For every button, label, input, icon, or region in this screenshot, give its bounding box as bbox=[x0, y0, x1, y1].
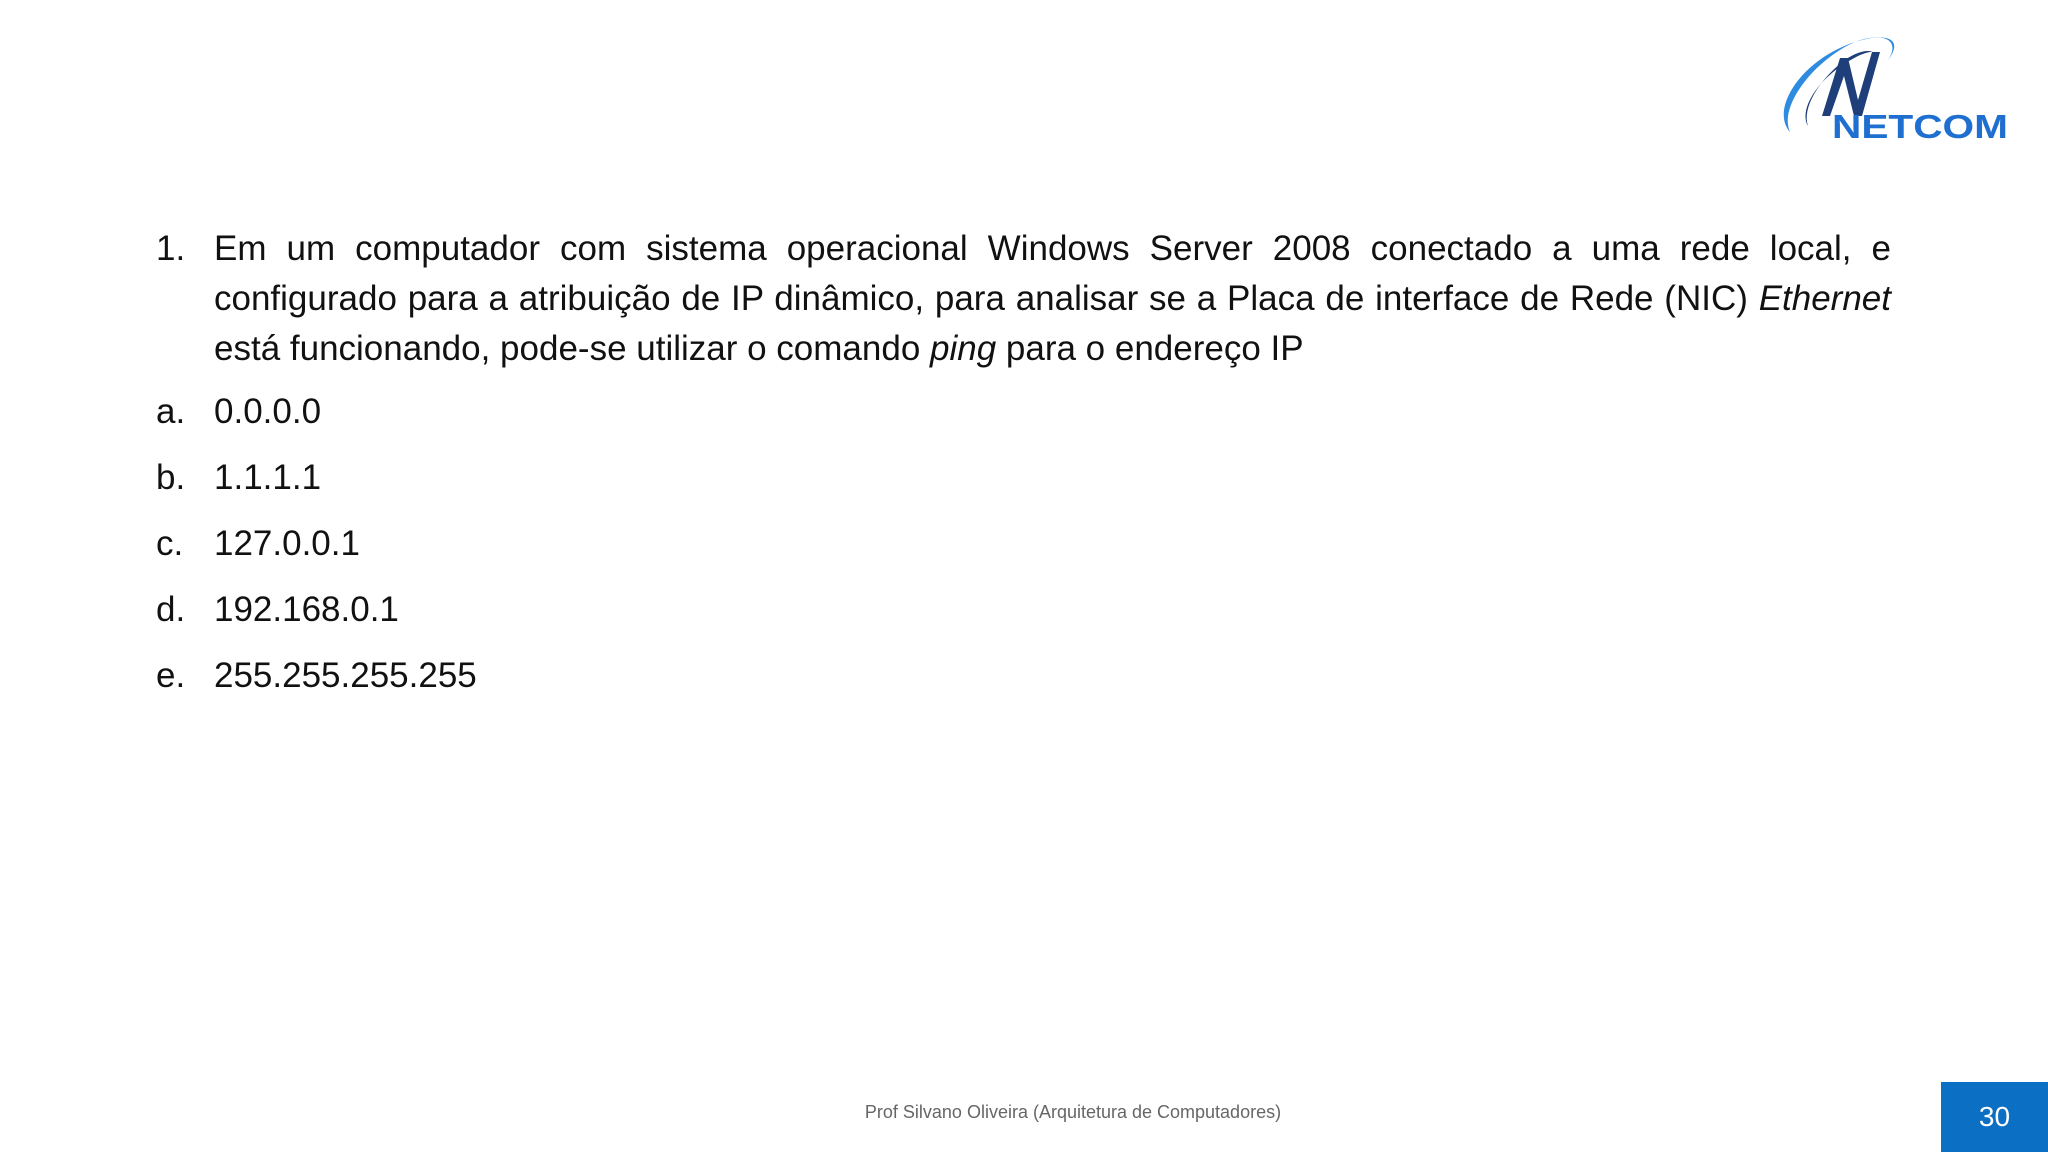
netcom-logo bbox=[1770, 30, 2010, 150]
option-d bbox=[156, 585, 1156, 651]
option-value: 0.0.0.0 bbox=[214, 392, 322, 431]
question-text: Em um computador com sistema operacional Windows Server 2008 conectado a uma rede local, e configurado para a atribuição de IP dinâmico, para analisar se a Placa de interface de Rede (NIC) Ethernet está funcionando, pode-se utilizar o comando ping para o endereço IP bbox=[214, 229, 1891, 368]
option-letter: d. bbox=[156, 590, 186, 629]
ethernet-term: Ethernet bbox=[1758, 279, 1891, 318]
option-b bbox=[156, 453, 1156, 519]
page-number: 30 bbox=[1941, 1082, 2048, 1152]
option-c bbox=[156, 519, 1156, 585]
option-value: 127.0.0.1 bbox=[214, 524, 360, 563]
option-e bbox=[156, 651, 1156, 717]
option-a bbox=[156, 387, 1156, 453]
option-letter: e. bbox=[156, 656, 186, 695]
option-value: 255.255.255.255 bbox=[214, 656, 477, 695]
question bbox=[156, 224, 1891, 374]
option-value: 192.168.0.1 bbox=[214, 590, 399, 629]
option-letter: b. bbox=[156, 458, 186, 497]
ping-term: ping bbox=[930, 329, 997, 368]
question-number: 1. bbox=[156, 229, 186, 268]
option-letter: c. bbox=[156, 524, 184, 563]
logo-wordmark: NETCOM bbox=[1832, 108, 2008, 145]
option-value: 1.1.1.1 bbox=[214, 458, 322, 497]
footer-credit: Prof Silvano Oliveira (Arquitetura de Computadores) bbox=[864, 1102, 1282, 1122]
option-letter: a. bbox=[156, 392, 186, 431]
answer-options bbox=[156, 387, 1156, 717]
